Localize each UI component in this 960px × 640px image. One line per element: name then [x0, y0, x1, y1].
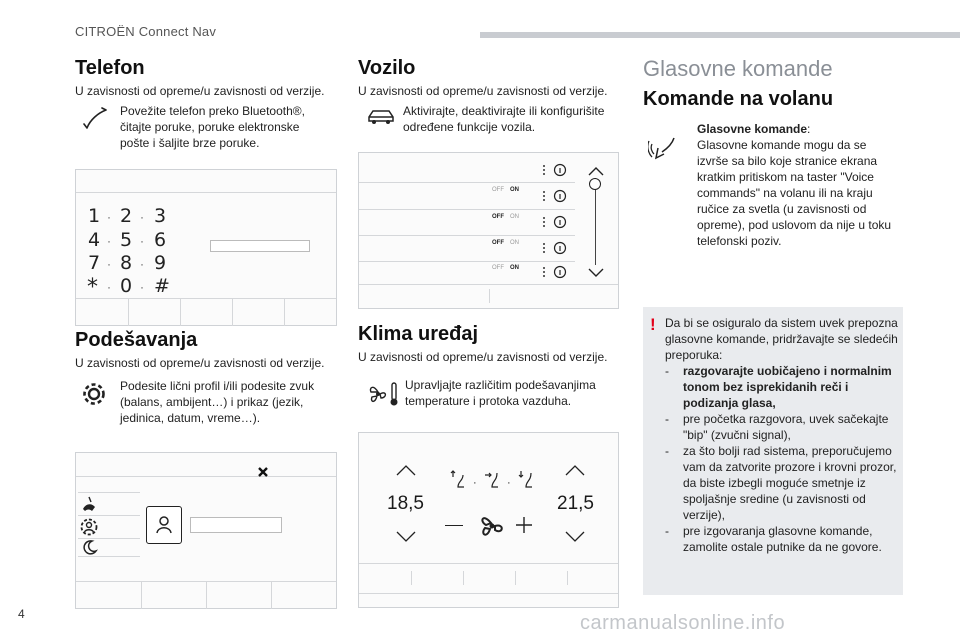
podesavanja-screen	[75, 452, 337, 609]
row-menu-info-icon[interactable]	[542, 241, 568, 260]
header-bar	[480, 32, 960, 38]
temp-left-up-chevron-icon[interactable]	[395, 463, 417, 481]
airflow-upper-icon[interactable]	[449, 469, 471, 494]
toggle-row-4[interactable]: OFF ON	[492, 265, 519, 271]
settings-gear-icon	[81, 381, 107, 412]
key-3[interactable]: 3	[154, 205, 167, 227]
fan-decrease-minus-icon[interactable]	[445, 525, 463, 526]
toggle-row-2[interactable]: OFF ON	[492, 214, 519, 220]
row-menu-info-icon[interactable]	[542, 189, 568, 208]
vozilo-lead: U zavisnosti od opreme/u zavisnosti od verzije.	[358, 84, 608, 98]
klima-title: Klima uređaj	[358, 323, 479, 345]
temp-right-up-chevron-icon[interactable]	[564, 463, 586, 481]
page-number: 4	[18, 607, 25, 621]
key-8[interactable]: 8	[120, 252, 133, 274]
vozilo-title: Vozilo	[358, 57, 416, 79]
telefon-screen: 1 · 2 · 3 4 · 5 · 6 7 · 8 · 9 * · 0 · #	[75, 169, 337, 326]
voice-tips-note	[643, 307, 903, 595]
key-6[interactable]: 6	[154, 229, 167, 251]
user-icon	[147, 507, 181, 543]
scroll-down-chevron-icon[interactable]	[587, 265, 605, 283]
key-5[interactable]: 5	[120, 229, 133, 251]
podesavanja-title: Podešavanja	[75, 329, 198, 351]
airflow-lower-icon[interactable]	[517, 469, 539, 494]
scrollbar-thumb[interactable]	[589, 178, 601, 190]
watermark-text: carmanualsonline.info	[580, 612, 786, 634]
glasovne-desc: Glasovne komande: Glasovne komande mogu da se izvrše sa bilo koje stranice ekrana kratkim pritiskom na taster "Voice commands" na volanu ili na kraju ručice za svetla (u zavisnosti od opreme), pod uslovom da nije u toku telefonski poziv.	[697, 122, 892, 248]
key-hash[interactable]: #	[154, 275, 170, 297]
temp-right-down-chevron-icon[interactable]	[564, 530, 586, 548]
profile-user-button[interactable]	[146, 506, 182, 544]
fan-speed-icon	[477, 511, 507, 546]
voice-command-icon	[648, 130, 684, 167]
voice-tips-list: Da bi se osiguralo da sistem uvek prepozna glasovne komande, pridržavajte se sledećih preporuka: - razgovarajte uobičajeno i normalnim tonom bez isprekidanih reči i podizanja glasa, - pre početka razgovora, uvek sačekajte "bip" (zvučni signal), - za što bolji rad sistema, preporučujemo vam da zatvorite prozore i krovni prozor, da biste izbegli moguće smetnje iz spoljašnje sredine (u zavisnosti od verzije), - pre izgovaranja glasovne komande, zamolite ostale putnike da ne govore.	[665, 316, 898, 554]
vozilo-screen	[358, 152, 619, 309]
row-menu-info-icon[interactable]	[542, 163, 568, 182]
fan-increase-plus-icon[interactable]	[514, 515, 534, 540]
scrollbar-track[interactable]	[595, 178, 596, 265]
telefon-title: Telefon	[75, 57, 145, 79]
temp-left-down-chevron-icon[interactable]	[395, 530, 417, 548]
row-menu-info-icon[interactable]	[542, 215, 568, 234]
podesavanja-lead: U zavisnosti od opreme/u zavisnosti od verzije.	[75, 356, 325, 370]
klima-desc: Upravljajte različitim podešavanjima temperature i protoka vazduha.	[405, 378, 596, 408]
profile-name-field[interactable]	[190, 517, 282, 533]
close-icon[interactable]	[257, 465, 269, 483]
key-7[interactable]: 7	[88, 252, 101, 274]
airflow-middle-icon[interactable]	[483, 469, 505, 494]
warning-exclamation-icon: !	[650, 315, 656, 334]
key-0[interactable]: 0	[120, 275, 133, 297]
audio-icon[interactable]	[80, 495, 98, 518]
header-brand: CITROËN Connect Nav	[75, 24, 217, 39]
glasovne-subtitle: Komande na volanu	[643, 88, 834, 110]
glasovne-title: Glasovne komande	[643, 56, 833, 81]
temp-right-value: 21,5	[557, 493, 594, 514]
toggle-row-3[interactable]: OFF ON	[492, 240, 519, 246]
klima-screen: 18,5 21,5 · ·	[358, 432, 619, 608]
key-2[interactable]: 2	[120, 205, 133, 227]
telefon-lead: U zavisnosti od opreme/u zavisnosti od verzije.	[75, 84, 325, 98]
klima-lead: U zavisnosti od opreme/u zavisnosti od verzije.	[358, 350, 608, 364]
phone-icon	[80, 106, 110, 137]
telefon-desc: Povežite telefon preko Bluetooth®, čitajte poruke, poruke elektronske pošte i šaljite brze poruke.	[120, 104, 305, 150]
key-4[interactable]: 4	[88, 229, 101, 251]
key-9[interactable]: 9	[154, 252, 167, 274]
night-mode-moon-icon[interactable]	[82, 539, 98, 560]
car-icon	[366, 106, 396, 133]
key-star[interactable]: *	[87, 275, 98, 300]
temp-left-value: 18,5	[387, 493, 424, 514]
vozilo-desc: Aktivirajte, deaktivirajte ili konfigurišite određene funkcije vozila.	[403, 104, 605, 134]
climate-fan-thermometer-icon	[365, 380, 401, 413]
toggle-row-1[interactable]: OFF ON	[492, 187, 519, 193]
key-1[interactable]: 1	[88, 205, 101, 227]
dial-number-field[interactable]	[210, 240, 310, 252]
row-menu-info-icon[interactable]	[542, 265, 568, 284]
podesavanja-desc: Podesite lični profil i/ili podesite zvuk (balans, ambijent…) i prikaz (jezik, jedinica, datum, vreme…).	[120, 379, 315, 425]
